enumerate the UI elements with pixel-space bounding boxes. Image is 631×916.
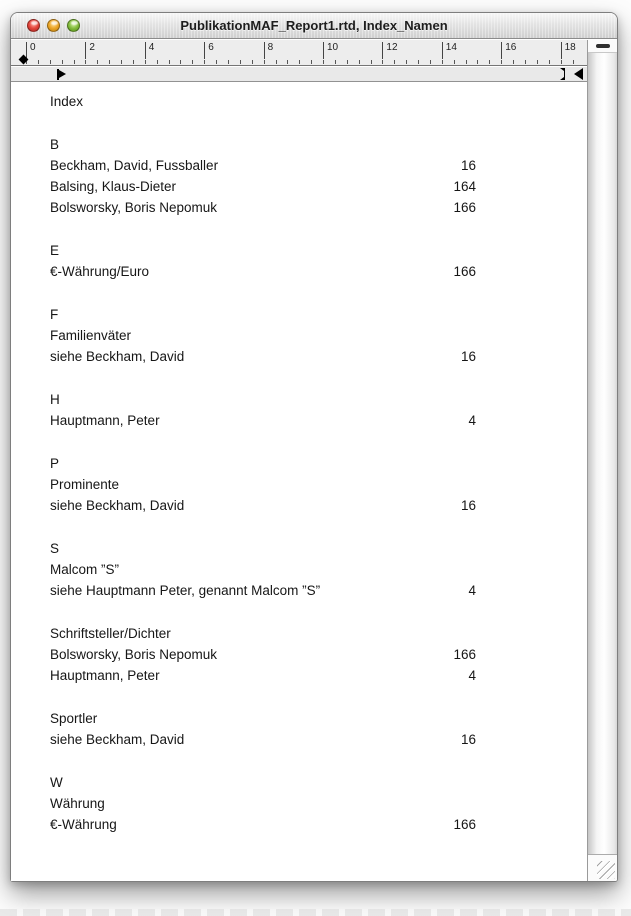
window-title: PublikationMAF_Report1.rtd, Index_Namen <box>180 18 448 33</box>
tab-stop-strip[interactable] <box>11 67 587 82</box>
index-line[interactable] <box>50 453 476 474</box>
index-line[interactable] <box>50 304 476 325</box>
index-line[interactable] <box>50 772 476 793</box>
index-line[interactable] <box>50 410 476 431</box>
entry-text: Bolsworsky, Boris Nepomuk <box>50 200 218 215</box>
ruler-minor-tick <box>109 60 110 64</box>
ruler-minor-tick <box>489 60 490 64</box>
ruler-minor-tick <box>525 60 526 64</box>
entry-text: H <box>50 392 60 407</box>
page-number: 164 <box>453 179 476 194</box>
ruler-major-tick <box>442 42 443 59</box>
ruler-minor-tick <box>133 60 134 64</box>
ruler-minor-tick <box>287 60 288 64</box>
entry-text: Hauptmann, Peter <box>50 668 160 683</box>
minimize-button[interactable] <box>47 19 60 32</box>
entry-text: €-Währung <box>50 817 117 832</box>
index-line[interactable] <box>50 580 476 601</box>
ruler-minor-tick <box>394 60 395 64</box>
index-line[interactable] <box>50 134 476 155</box>
index-line[interactable] <box>50 346 476 367</box>
entry-text: €-Währung/Euro <box>50 264 150 279</box>
page-number: 4 <box>468 583 476 598</box>
resize-grip-icon[interactable] <box>588 854 617 881</box>
ruler-minor-tick <box>121 60 122 64</box>
ruler-minor-tick <box>454 60 455 64</box>
entry-text: B <box>50 137 60 152</box>
ruler-minor-tick <box>216 60 217 64</box>
ruler-minor-tick <box>85 60 86 64</box>
index-line[interactable] <box>50 729 476 750</box>
page-number: 166 <box>453 647 476 662</box>
ruler-minor-tick <box>228 60 229 64</box>
entry-text: siehe Hauptmann Peter, genannt Malcom ”S” <box>50 583 321 598</box>
ruler-minor-tick <box>466 60 467 64</box>
page-number: 16 <box>460 498 476 513</box>
ruler-minor-tick <box>264 60 265 64</box>
ruler-minor-tick <box>549 60 550 64</box>
ruler-minor-tick <box>323 60 324 64</box>
index-line[interactable] <box>50 814 476 835</box>
index-block <box>50 453 587 516</box>
index-block <box>50 134 587 218</box>
ruler-minor-tick <box>240 60 241 64</box>
ruler-major-tick <box>501 42 502 59</box>
entry-text: E <box>50 243 60 258</box>
index-block <box>50 623 587 686</box>
entry-text: Index <box>50 94 84 109</box>
ruler-minor-tick <box>299 60 300 64</box>
ruler-minor-tick <box>252 60 253 64</box>
document-area[interactable] <box>11 83 587 881</box>
ruler-number: 0 <box>30 42 36 53</box>
entry-text: Beckham, David, Fussballer <box>50 158 219 173</box>
app-window <box>10 12 618 882</box>
entry-text: siehe Beckham, David <box>50 732 185 747</box>
ruler-number: 2 <box>89 42 95 53</box>
horizontal-ruler[interactable] <box>11 40 587 66</box>
ruler-minor-tick <box>430 60 431 64</box>
page-number: 166 <box>453 264 476 279</box>
ruler-number: 18 <box>564 42 576 53</box>
ruler-minor-tick <box>169 60 170 64</box>
ruler-minor-tick <box>204 60 205 64</box>
index-line[interactable] <box>50 559 476 580</box>
index-document <box>50 91 587 835</box>
ruler-major-tick <box>264 42 265 59</box>
index-line[interactable] <box>50 240 476 261</box>
right-indent-marker[interactable] <box>559 68 565 80</box>
ruler-major-tick <box>204 42 205 59</box>
entry-text: siehe Beckham, David <box>50 349 185 364</box>
entry-text: Hauptmann, Peter <box>50 413 160 428</box>
ruler-minor-tick <box>501 60 502 64</box>
ruler-minor-tick <box>371 60 372 64</box>
page-number: 16 <box>460 158 476 173</box>
entry-text: W <box>50 775 63 790</box>
index-line[interactable] <box>50 538 476 559</box>
index-line[interactable] <box>50 474 476 495</box>
entry-text: Familienväter <box>50 328 132 343</box>
zoom-button[interactable] <box>67 19 80 32</box>
entry-text: Währung <box>50 796 105 811</box>
tab-stop-marker[interactable] <box>57 69 66 80</box>
entry-text: Sportler <box>50 711 98 726</box>
ruler-number: 10 <box>327 42 339 53</box>
ruler-minor-tick <box>418 60 419 64</box>
index-line[interactable] <box>50 644 476 665</box>
pane-splitter[interactable] <box>588 40 617 53</box>
ruler-major-tick <box>561 42 562 59</box>
page-number: 166 <box>453 817 476 832</box>
index-line[interactable] <box>50 389 476 410</box>
ruler-minor-tick <box>335 60 336 64</box>
ruler-minor-tick <box>561 60 562 64</box>
ruler-minor-tick <box>50 60 51 64</box>
vertical-scrollbar[interactable] <box>588 53 617 854</box>
ruler-minor-tick <box>157 60 158 64</box>
entry-text: siehe Beckham, David <box>50 498 185 513</box>
ruler-minor-tick <box>382 60 383 64</box>
ruler-major-tick <box>85 42 86 59</box>
ruler-minor-tick <box>359 60 360 64</box>
entry-text: F <box>50 307 59 322</box>
index-line[interactable] <box>50 325 476 346</box>
index-line[interactable] <box>50 623 476 644</box>
ruler-minor-tick <box>97 60 98 64</box>
page-number: 4 <box>468 413 476 428</box>
ruler-number: 12 <box>386 42 398 53</box>
window-titlebar[interactable] <box>11 13 617 39</box>
scrollbar-column <box>587 40 617 881</box>
index-block <box>50 389 587 431</box>
ruler-minor-tick <box>513 60 514 64</box>
ruler-minor-tick <box>406 60 407 64</box>
ruler-major-tick <box>382 42 383 59</box>
ruler-major-tick <box>145 42 146 59</box>
page-number: 16 <box>460 732 476 747</box>
index-line[interactable] <box>50 793 476 814</box>
page-number: 16 <box>460 349 476 364</box>
ruler-number: 6 <box>208 42 214 53</box>
index-line[interactable] <box>50 261 476 282</box>
ruler-number: 14 <box>445 42 457 53</box>
ruler-minor-tick <box>347 60 348 64</box>
index-block <box>50 304 587 367</box>
index-line[interactable] <box>50 197 476 218</box>
ruler-minor-tick <box>180 60 181 64</box>
page-number: 4 <box>468 668 476 683</box>
window-controls <box>27 19 80 32</box>
right-margin-marker[interactable] <box>574 68 583 80</box>
entry-text: Malcom ”S” <box>50 562 120 577</box>
ruler-minor-tick <box>537 60 538 64</box>
index-block <box>50 708 587 750</box>
index-line[interactable] <box>50 708 476 729</box>
ruler-minor-tick <box>442 60 443 64</box>
ruler-minor-tick <box>38 60 39 64</box>
ruler-number: 4 <box>148 42 155 53</box>
index-block <box>50 772 587 835</box>
ruler-minor-tick <box>573 60 574 64</box>
ruler-minor-tick <box>276 60 277 64</box>
ruler-number: 16 <box>505 42 517 53</box>
ruler-minor-tick <box>477 60 478 64</box>
ruler-minor-tick <box>192 60 193 64</box>
entry-text: Bolsworsky, Boris Nepomuk <box>50 647 218 662</box>
ruler-minor-tick <box>74 60 75 64</box>
index-block <box>50 240 587 282</box>
entry-text: Schriftsteller/Dichter <box>50 626 171 641</box>
ruler-major-tick <box>323 42 324 59</box>
ruler-minor-tick <box>145 60 146 64</box>
index-block <box>50 538 587 601</box>
close-button[interactable] <box>27 19 40 32</box>
index-block <box>50 91 587 112</box>
background-texture <box>0 909 631 916</box>
index-line[interactable] <box>50 665 476 686</box>
entry-text: Prominente <box>50 477 120 492</box>
index-line[interactable] <box>50 176 476 197</box>
index-line[interactable] <box>50 91 476 112</box>
entry-text: P <box>50 456 60 471</box>
splitter-dash-icon <box>596 44 610 48</box>
entry-text: Balsing, Klaus-Dieter <box>50 179 177 194</box>
index-line[interactable] <box>50 495 476 516</box>
index-line[interactable] <box>50 155 476 176</box>
ruler-minor-tick <box>311 60 312 64</box>
entry-text: S <box>50 541 60 556</box>
page-number: 166 <box>453 200 476 215</box>
ruler-number: 8 <box>267 42 274 53</box>
ruler-minor-tick <box>62 60 63 64</box>
